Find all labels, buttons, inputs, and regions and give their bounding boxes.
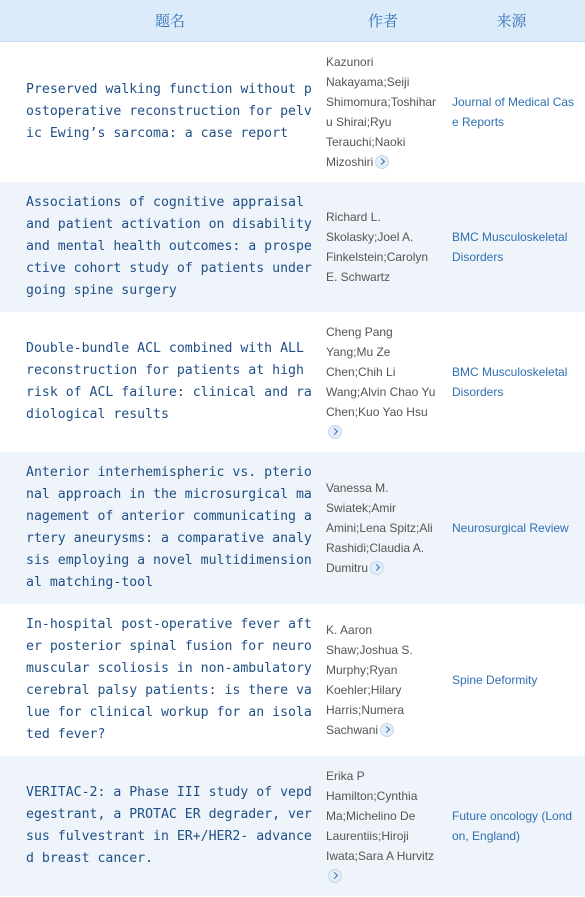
source-journal-link[interactable]: BMC Musculoskeletal Disorders <box>452 365 568 399</box>
author-list <box>320 620 446 740</box>
table-header <box>0 0 585 42</box>
author-list <box>320 478 446 578</box>
author-names: Cheng Pang Yang;Mu Ze Chen;Chih Li Wang;Alvin Chao Yu Chen;Kuo Yao Hsu <box>326 325 436 419</box>
author-names: Erika P Hamilton;Cynthia Ma;Michelino De Laurentiis;Hiroji Iwata;Sara A Hurvitz <box>326 769 435 863</box>
article-title-link[interactable]: In-hospital post-operative fever after posterior spinal fusion for neuromuscular scoliosis in non-ambulatory cerebral palsy patients: is there value for clinical workup for an isolated fever? <box>26 617 312 742</box>
author-list <box>320 322 446 442</box>
author-names: K. Aaron Shaw;Joshua S. Murphy;Ryan Koehler;Hilary Harris;Numera Sachwani <box>326 623 413 737</box>
table-row <box>0 42 585 182</box>
article-title-link[interactable]: VERITAC-2: a Phase III study of vepdegestrant, a PROTAC ER degrader, versus fulvestrant in ER+/HER2- advanced breast cancer. <box>26 785 312 866</box>
table-row <box>0 604 585 756</box>
expand-authors-icon[interactable] <box>328 869 342 883</box>
author-names: Richard L. Skolasky;Joel A. Finkelstein;Carolyn E. Schwartz <box>326 210 429 284</box>
table-row <box>0 452 585 604</box>
expand-authors-icon[interactable] <box>380 723 394 737</box>
author-list <box>320 52 446 172</box>
source-journal-link[interactable]: Future oncology (London, England) <box>452 809 573 843</box>
expand-authors-icon[interactable] <box>370 561 384 575</box>
table-row <box>0 312 585 452</box>
source-journal-link[interactable]: Journal of Medical Case Reports <box>452 95 575 129</box>
expand-authors-icon[interactable] <box>328 425 342 439</box>
author-names: Kazunori Nakayama;Seiji Shimomura;Toshiharu Shirai;Ryu Terauchi;Naoki Mizoshiri <box>326 55 437 169</box>
expand-authors-icon[interactable] <box>375 155 389 169</box>
column-header-source[interactable]: 来源 <box>496 13 527 30</box>
column-header-title[interactable]: 题名 <box>154 13 185 30</box>
table-row <box>0 756 585 896</box>
article-title-link[interactable]: Double-bundle ACL combined with ALL reconstruction for patients at high risk of ACL failure: clinical and radiological results <box>26 341 312 422</box>
column-header-author[interactable]: 作者 <box>367 13 398 30</box>
author-list <box>320 207 446 287</box>
author-list <box>320 766 446 886</box>
article-title-link[interactable]: Associations of cognitive appraisal and patient activation on disability and mental health outcomes: a prospective cohort study of patients undergoing spine surgery <box>26 195 312 298</box>
article-title-link[interactable]: Anterior interhemispheric vs. pterional approach in the microsurgical management of anterior communicating artery aneurysms: a comparative analysis employing a novel multidimensional matching-tool <box>26 465 312 590</box>
source-journal-link[interactable]: BMC Musculoskeletal Disorders <box>452 230 568 264</box>
source-journal-link[interactable]: Neurosurgical Review <box>452 521 569 535</box>
author-names: Vanessa M. Swiatek;Amir Amini;Lena Spitz;Ali Rashidi;Claudia A. Dumitru <box>326 481 433 575</box>
source-journal-link[interactable]: Spine Deformity <box>452 673 538 687</box>
article-title-link[interactable]: Preserved walking function without postoperative reconstruction for pelvic Ewing’s sarcoma: a case report <box>26 82 312 141</box>
table-row <box>0 182 585 312</box>
